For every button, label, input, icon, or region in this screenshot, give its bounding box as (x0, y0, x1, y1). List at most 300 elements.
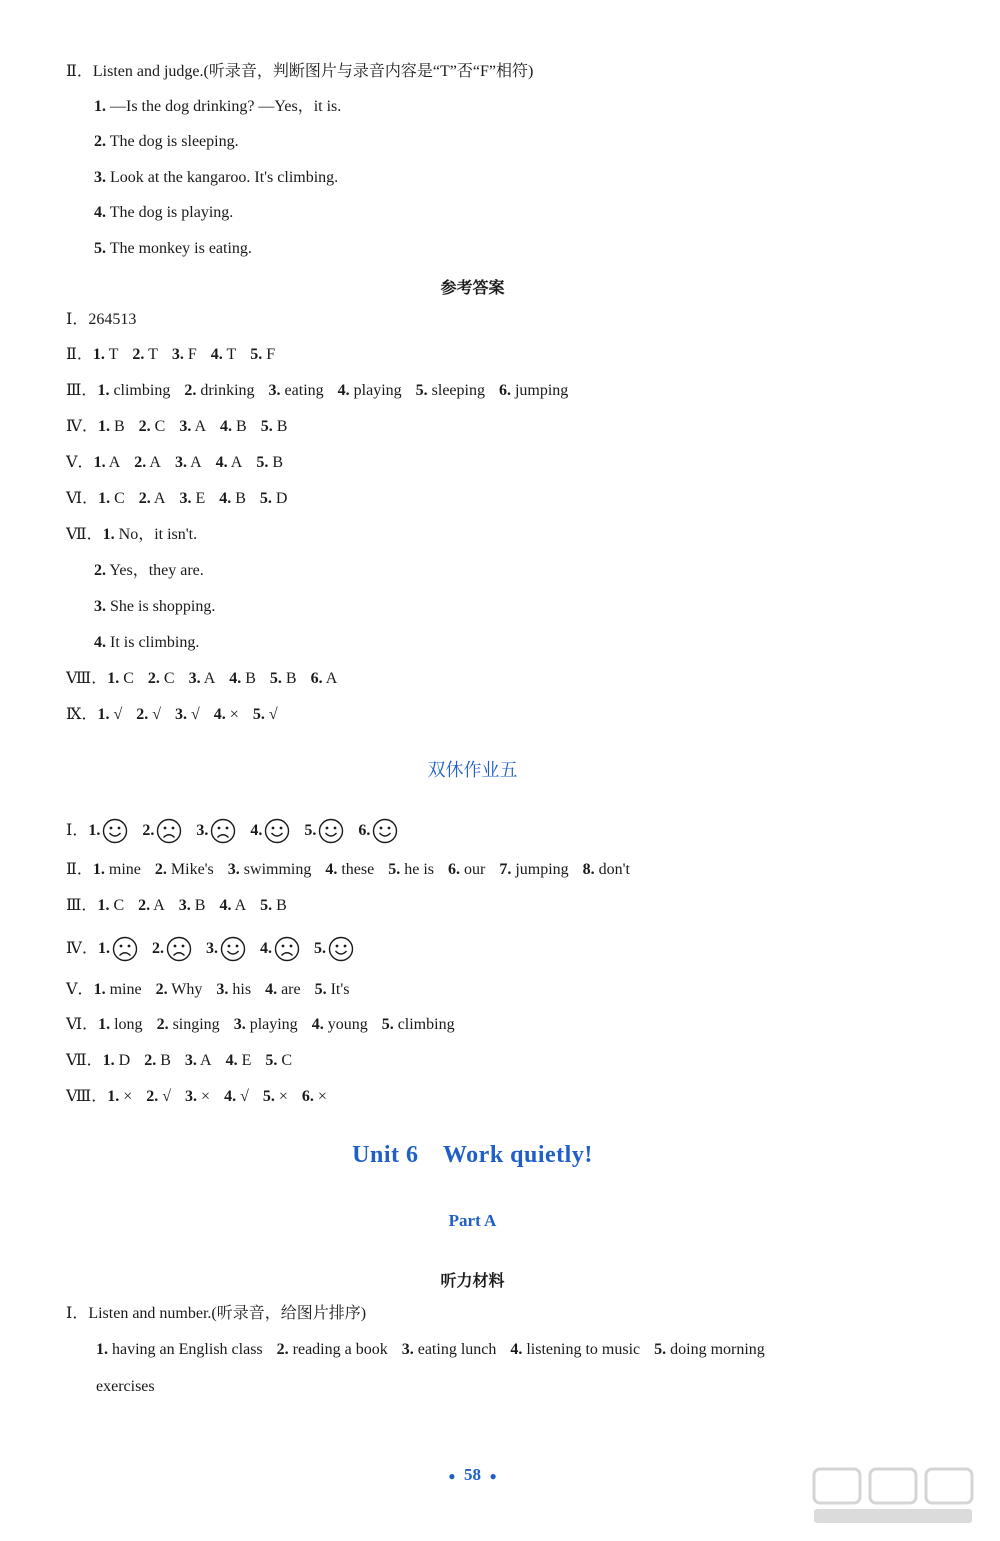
item-value: swimming (243, 861, 312, 878)
item-number: 5. (259, 490, 272, 507)
item-value: E (241, 1052, 252, 1069)
answer-item (139, 418, 166, 435)
section-number: Ⅰ． (66, 1305, 89, 1322)
item-value: T (226, 346, 237, 363)
smiley-face-icon (102, 818, 128, 844)
row-number: Ⅷ． (66, 670, 108, 687)
answer-item (144, 1052, 171, 1069)
item-value: eating lunch (417, 1341, 497, 1358)
answer-item (261, 418, 288, 435)
row-number: Ⅳ． (66, 940, 98, 957)
answer-item (134, 454, 161, 471)
answer-item (510, 1341, 640, 1358)
item-value: A (149, 454, 161, 471)
answer-item (189, 670, 216, 687)
answer-item (132, 346, 158, 363)
hw-row-1 (66, 817, 398, 845)
answer-item (185, 1052, 212, 1069)
hw-row-4 (66, 935, 354, 963)
unit-title: Unit 6 Work quietly! (352, 1142, 593, 1168)
item-number: 2. (147, 670, 160, 687)
item-number: 5. (314, 981, 327, 998)
row-number: Ⅴ． (66, 981, 94, 998)
item-value: young (327, 1016, 368, 1033)
answer-item (216, 454, 243, 471)
item-value: long (114, 1016, 143, 1033)
answer-item (98, 490, 125, 507)
smiley-face-icon (372, 818, 398, 844)
item-number: 7. (499, 861, 512, 878)
item-number: 1. (92, 861, 105, 878)
answer-item (175, 706, 200, 723)
item-number: 4. (250, 822, 263, 839)
answer-row-3 (66, 381, 568, 401)
row-number: Ⅱ． (66, 346, 93, 363)
item-value: are (281, 981, 301, 998)
item-number: 1. (97, 382, 110, 399)
answer-row-5 (66, 453, 283, 473)
item-number: 2. (276, 1341, 289, 1358)
item-value: B (236, 418, 247, 435)
item-number: 6. (310, 670, 323, 687)
item-number: 3. (178, 897, 191, 914)
section-instruction: Listen and number.(听录音，给图片排序) (88, 1305, 367, 1322)
answer-item (250, 346, 275, 363)
item-value: C (154, 418, 166, 435)
item-value: eating (284, 382, 324, 399)
hw-row-2 (66, 860, 630, 880)
list-item: 3. Look at the kangaroo. It's climbing. (94, 169, 339, 186)
item-number: 5. (381, 1016, 394, 1033)
item-number: 8. (582, 861, 595, 878)
answer-item (315, 981, 350, 998)
section-instruction: Listen and judge.(听录音，判断图片与录音内容是“T”否“F”相符) (92, 63, 534, 80)
item-value: Why (171, 981, 203, 998)
list-item: 4. The dog is playing. (94, 204, 234, 221)
item-number: 1. (98, 490, 111, 507)
item-value: listening to music (526, 1341, 641, 1358)
item-number: 4. (225, 1052, 238, 1069)
hw-row-8 (66, 1087, 327, 1107)
item-number: 1. (96, 1341, 108, 1358)
answer-item (93, 861, 141, 878)
page-number-value: 58 (464, 1465, 481, 1484)
item-number: 4. (260, 940, 272, 957)
row-number: Ⅲ． (66, 382, 98, 399)
answer-item (499, 382, 568, 399)
answer-row-7: Ⅶ．1. No，it isn't. (66, 526, 198, 543)
item-number: 5. (388, 861, 401, 878)
item-number: 5. (256, 454, 269, 471)
answer-item (107, 670, 134, 687)
answer-item (260, 897, 287, 914)
answer-subrow: 3. She is shopping. (94, 598, 216, 615)
item-value: T (108, 346, 119, 363)
item-number: 4. (265, 981, 278, 998)
item-value: climbing (113, 382, 171, 399)
item-text: The dog is sleeping. (109, 133, 239, 150)
item-number: 3. (227, 861, 240, 878)
listen-items-cont: exercises (96, 1378, 155, 1395)
item-value: B (194, 897, 206, 914)
item-number: 1. (92, 346, 105, 363)
item-value: √ (268, 706, 278, 723)
item-value: B (272, 454, 283, 471)
row-text: 264513 (88, 311, 137, 328)
answer-item (219, 897, 246, 914)
item-number: 6. (498, 382, 511, 399)
answer-item (654, 1341, 765, 1358)
item-value: √ (191, 706, 200, 723)
item-value: mine (109, 981, 142, 998)
item-number: 5. (252, 706, 265, 723)
item-number: 2. (136, 706, 149, 723)
sad-face-icon (274, 936, 300, 962)
answer-item (448, 861, 485, 878)
item-number: 2. (155, 981, 168, 998)
answer-subrow: 4. It is climbing. (94, 634, 200, 651)
item-value: B (114, 418, 125, 435)
smiley-face-icon (264, 818, 290, 844)
sad-face-icon (166, 936, 192, 962)
answer-item (229, 670, 256, 687)
item-number: 5. (250, 346, 263, 363)
answer-item (234, 1016, 298, 1033)
answer-item (220, 418, 247, 435)
item-number: 1. (97, 706, 110, 723)
item-value: having an English class (112, 1341, 263, 1358)
item-number: 4. (210, 346, 223, 363)
item-value: × (278, 1088, 288, 1105)
answer-item (103, 1052, 131, 1069)
item-value: playing (249, 1016, 298, 1033)
watermark-logo (812, 1465, 982, 1527)
item-number: 5. (260, 418, 273, 435)
item-number: 1. (102, 1052, 115, 1069)
item-number: 3. (179, 418, 192, 435)
answer-item (256, 454, 283, 471)
hw-row-5 (66, 980, 349, 1000)
item-value: D (275, 490, 288, 507)
item-number: 2. (144, 1052, 157, 1069)
item-number: 3. (196, 822, 209, 839)
item-number: 1. (97, 897, 110, 914)
row-number: Ⅷ． (66, 1088, 108, 1105)
row-number: Ⅰ． (66, 311, 89, 328)
item-value: B (285, 670, 297, 687)
item-number: 1. (98, 940, 110, 957)
item-value: drinking (200, 382, 255, 399)
answer-item (311, 670, 338, 687)
item-number: 2. (138, 897, 151, 914)
item-value: A (200, 1052, 212, 1069)
item-value: F (266, 346, 276, 363)
item-value: D (118, 1052, 131, 1069)
item-number: 1. (107, 1088, 120, 1105)
item-value: B (276, 418, 288, 435)
page-number: ● 58 ● (448, 1465, 497, 1484)
item-value: he is (404, 861, 434, 878)
answer-item (148, 670, 175, 687)
answer-item (97, 382, 170, 399)
answer-item (179, 490, 205, 507)
item-value: C (123, 670, 134, 687)
answer-item (97, 706, 122, 723)
answer-item (157, 1016, 220, 1033)
answer-item (94, 981, 142, 998)
answer-item (253, 706, 278, 723)
item-number: 2. (184, 382, 197, 399)
item-number: 5. (262, 1088, 275, 1105)
item-value: A (230, 454, 243, 471)
item-value: C (113, 897, 125, 914)
item-number: 3. (268, 382, 281, 399)
list-item: 2. The dog is sleeping. (94, 133, 239, 150)
item-text: The dog is playing. (109, 204, 234, 221)
row-text: No，it isn't. (118, 526, 198, 543)
answer-item (172, 346, 197, 363)
answer-item (155, 861, 214, 878)
row-number: Ⅸ． (66, 706, 98, 723)
answer-item (382, 1016, 455, 1033)
row-number: Ⅵ． (66, 490, 99, 507)
item-number: 1. (93, 981, 106, 998)
item-value: playing (353, 382, 402, 399)
item-value: A (203, 670, 216, 687)
item-value: mine (108, 861, 141, 878)
item-value: sleeping (431, 382, 485, 399)
answer-item (499, 861, 568, 878)
item-value: It's (330, 981, 350, 998)
listen-items (96, 1340, 765, 1360)
part-title: Part A (448, 1211, 497, 1230)
item-number: 2. (154, 861, 167, 878)
answer-item (338, 382, 402, 399)
item-value: C (281, 1052, 293, 1069)
item-number: 3. (185, 1088, 198, 1105)
item-number: 5. (314, 940, 326, 957)
item-value: √ (152, 706, 162, 723)
sad-face-icon (112, 936, 138, 962)
item-value: T (148, 346, 158, 363)
answer-item (107, 1088, 132, 1105)
list-item: 5. The monkey is eating. (94, 240, 252, 257)
item-number: 1. (98, 1016, 111, 1033)
item-value: reading a book (292, 1341, 388, 1358)
answer-subrow: 2. Yes，they are. (94, 562, 204, 579)
item-value: B (235, 490, 246, 507)
answer-item (94, 454, 121, 471)
item-value: √ (113, 706, 123, 723)
item-number: 1. (93, 454, 106, 471)
answer-item (224, 1088, 249, 1105)
answer-item (216, 981, 251, 998)
item-value: these (341, 861, 375, 878)
section-title: 双休作业五 (427, 760, 518, 780)
answer-item (146, 1088, 171, 1105)
s2-header (66, 62, 533, 82)
answer-item (98, 418, 125, 435)
answer-item (97, 897, 124, 914)
item-text: The monkey is eating. (109, 240, 252, 257)
item-value: B (160, 1052, 171, 1069)
answer-item (138, 897, 165, 914)
item-value: √ (162, 1088, 172, 1105)
item-value: √ (240, 1088, 249, 1105)
answer-item (96, 1341, 263, 1358)
answer-item (184, 382, 254, 399)
answer-item (302, 1088, 327, 1105)
answer-item (228, 861, 312, 878)
section-number: Ⅱ． (66, 63, 93, 80)
hw-row-6 (66, 1015, 455, 1035)
item-number: 4. (215, 454, 228, 471)
item-value: A (190, 454, 202, 471)
item-number: 4. (213, 706, 226, 723)
answer-item (214, 706, 239, 723)
item-number: 4. (337, 382, 350, 399)
item-number: 3. (401, 1341, 414, 1358)
item-number: 5. (269, 670, 282, 687)
item-number: 3. (175, 706, 188, 723)
item-value: A (194, 418, 207, 435)
answer-item (388, 861, 434, 878)
row-number: Ⅲ． (66, 897, 98, 914)
item-number: 4. (510, 1341, 523, 1358)
answer-item (265, 981, 301, 998)
item-number: 3. (216, 981, 229, 998)
item-number: 6. (301, 1088, 314, 1105)
item-number: 5. (260, 897, 273, 914)
item-number: 3. (188, 670, 201, 687)
row-number: Ⅶ． (66, 526, 103, 543)
smiley-face-icon (220, 936, 246, 962)
item-number: 1. (107, 670, 120, 687)
answer-item (270, 670, 297, 687)
row-number: Ⅶ． (66, 1052, 103, 1069)
item-number: 3. (174, 454, 187, 471)
item-number: 2. (142, 822, 155, 839)
item-number: 3. (179, 490, 192, 507)
item-number: 2. (132, 346, 145, 363)
answer-item (185, 1088, 210, 1105)
item-number: 4. (219, 490, 232, 507)
item-value: × (123, 1088, 133, 1105)
item-number: 1. (88, 822, 101, 839)
item-number: 4. (219, 897, 232, 914)
hw-row-7 (66, 1051, 292, 1071)
item-value: A (153, 897, 165, 914)
answer-item (211, 346, 237, 363)
item-value: × (229, 706, 239, 723)
item-number: 2. (152, 940, 164, 957)
item-value: C (163, 670, 175, 687)
item-number: 5. (265, 1052, 278, 1069)
item-value: A (108, 454, 121, 471)
answer-item (139, 490, 166, 507)
item-number: 4. (229, 670, 242, 687)
item-number: 2. (138, 490, 151, 507)
item-value: doing morning (670, 1341, 765, 1358)
item-value: A (153, 490, 166, 507)
answer-item (175, 454, 202, 471)
answers-heading: 参考答案 (440, 280, 505, 297)
item-number: 1. (98, 418, 110, 435)
row-text: It is climbing. (110, 634, 200, 651)
item-value: his (232, 981, 252, 998)
item-value: A (325, 670, 338, 687)
item-value: F (187, 346, 197, 363)
sad-face-icon (156, 818, 182, 844)
answer-row-1 (66, 310, 136, 330)
answer-item (312, 1016, 368, 1033)
item-value: × (201, 1088, 211, 1105)
item-number: 5. (304, 822, 317, 839)
item-value: our (464, 861, 486, 878)
item-number: 3. (184, 1052, 197, 1069)
row-number: Ⅳ． (66, 418, 98, 435)
answer-item (269, 382, 324, 399)
answer-item (219, 490, 246, 507)
item-number: 2. (156, 1016, 169, 1033)
row-number: Ⅵ． (66, 1016, 99, 1033)
answer-item (402, 1341, 497, 1358)
answer-row-9 (66, 705, 278, 725)
item-value: don't (598, 861, 630, 878)
item-value: jumping (515, 861, 569, 878)
item-number: 2. (138, 418, 151, 435)
smiley-face-icon (328, 936, 354, 962)
list-item: 1. —Is the dog drinking? —Yes，it is. (94, 98, 342, 115)
answer-item (416, 382, 485, 399)
item-number: 4. (220, 418, 233, 435)
answer-item (583, 861, 630, 878)
item-text: Look at the kangaroo. It's climbing. (110, 169, 339, 186)
row-number: Ⅱ． (66, 861, 93, 878)
row-number: Ⅴ． (66, 454, 94, 471)
item-number: 4. (325, 861, 338, 878)
item-number: 5. (415, 382, 428, 399)
answer-item (136, 706, 161, 723)
row-number: Ⅰ． (66, 822, 89, 839)
item-number: 3. (171, 346, 184, 363)
item-number: 3. (206, 940, 218, 957)
item-value: Mike's (170, 861, 214, 878)
answer-row-8 (66, 669, 337, 689)
item-value: E (195, 490, 206, 507)
row-text: She is shopping. (110, 598, 216, 615)
answer-item (98, 1016, 142, 1033)
item-number: 2. (146, 1088, 159, 1105)
answer-item (265, 1052, 292, 1069)
item-value: jumping (514, 382, 569, 399)
answer-row-4 (66, 417, 287, 437)
answer-item (226, 1052, 252, 1069)
answer-item (325, 861, 374, 878)
item-text: —Is the dog drinking? —Yes，it is. (110, 98, 342, 115)
row-text: Yes，they are. (109, 562, 204, 579)
item-number: 4. (311, 1016, 324, 1033)
item-value: climbing (397, 1016, 455, 1033)
answer-item (179, 418, 206, 435)
answer-item (179, 897, 206, 914)
item-value: singing (172, 1016, 220, 1033)
item-value: B (276, 897, 287, 914)
item-number: 4. (224, 1088, 237, 1105)
answer-item (156, 981, 203, 998)
item-number: 5. (654, 1341, 667, 1358)
item-value: B (245, 670, 256, 687)
